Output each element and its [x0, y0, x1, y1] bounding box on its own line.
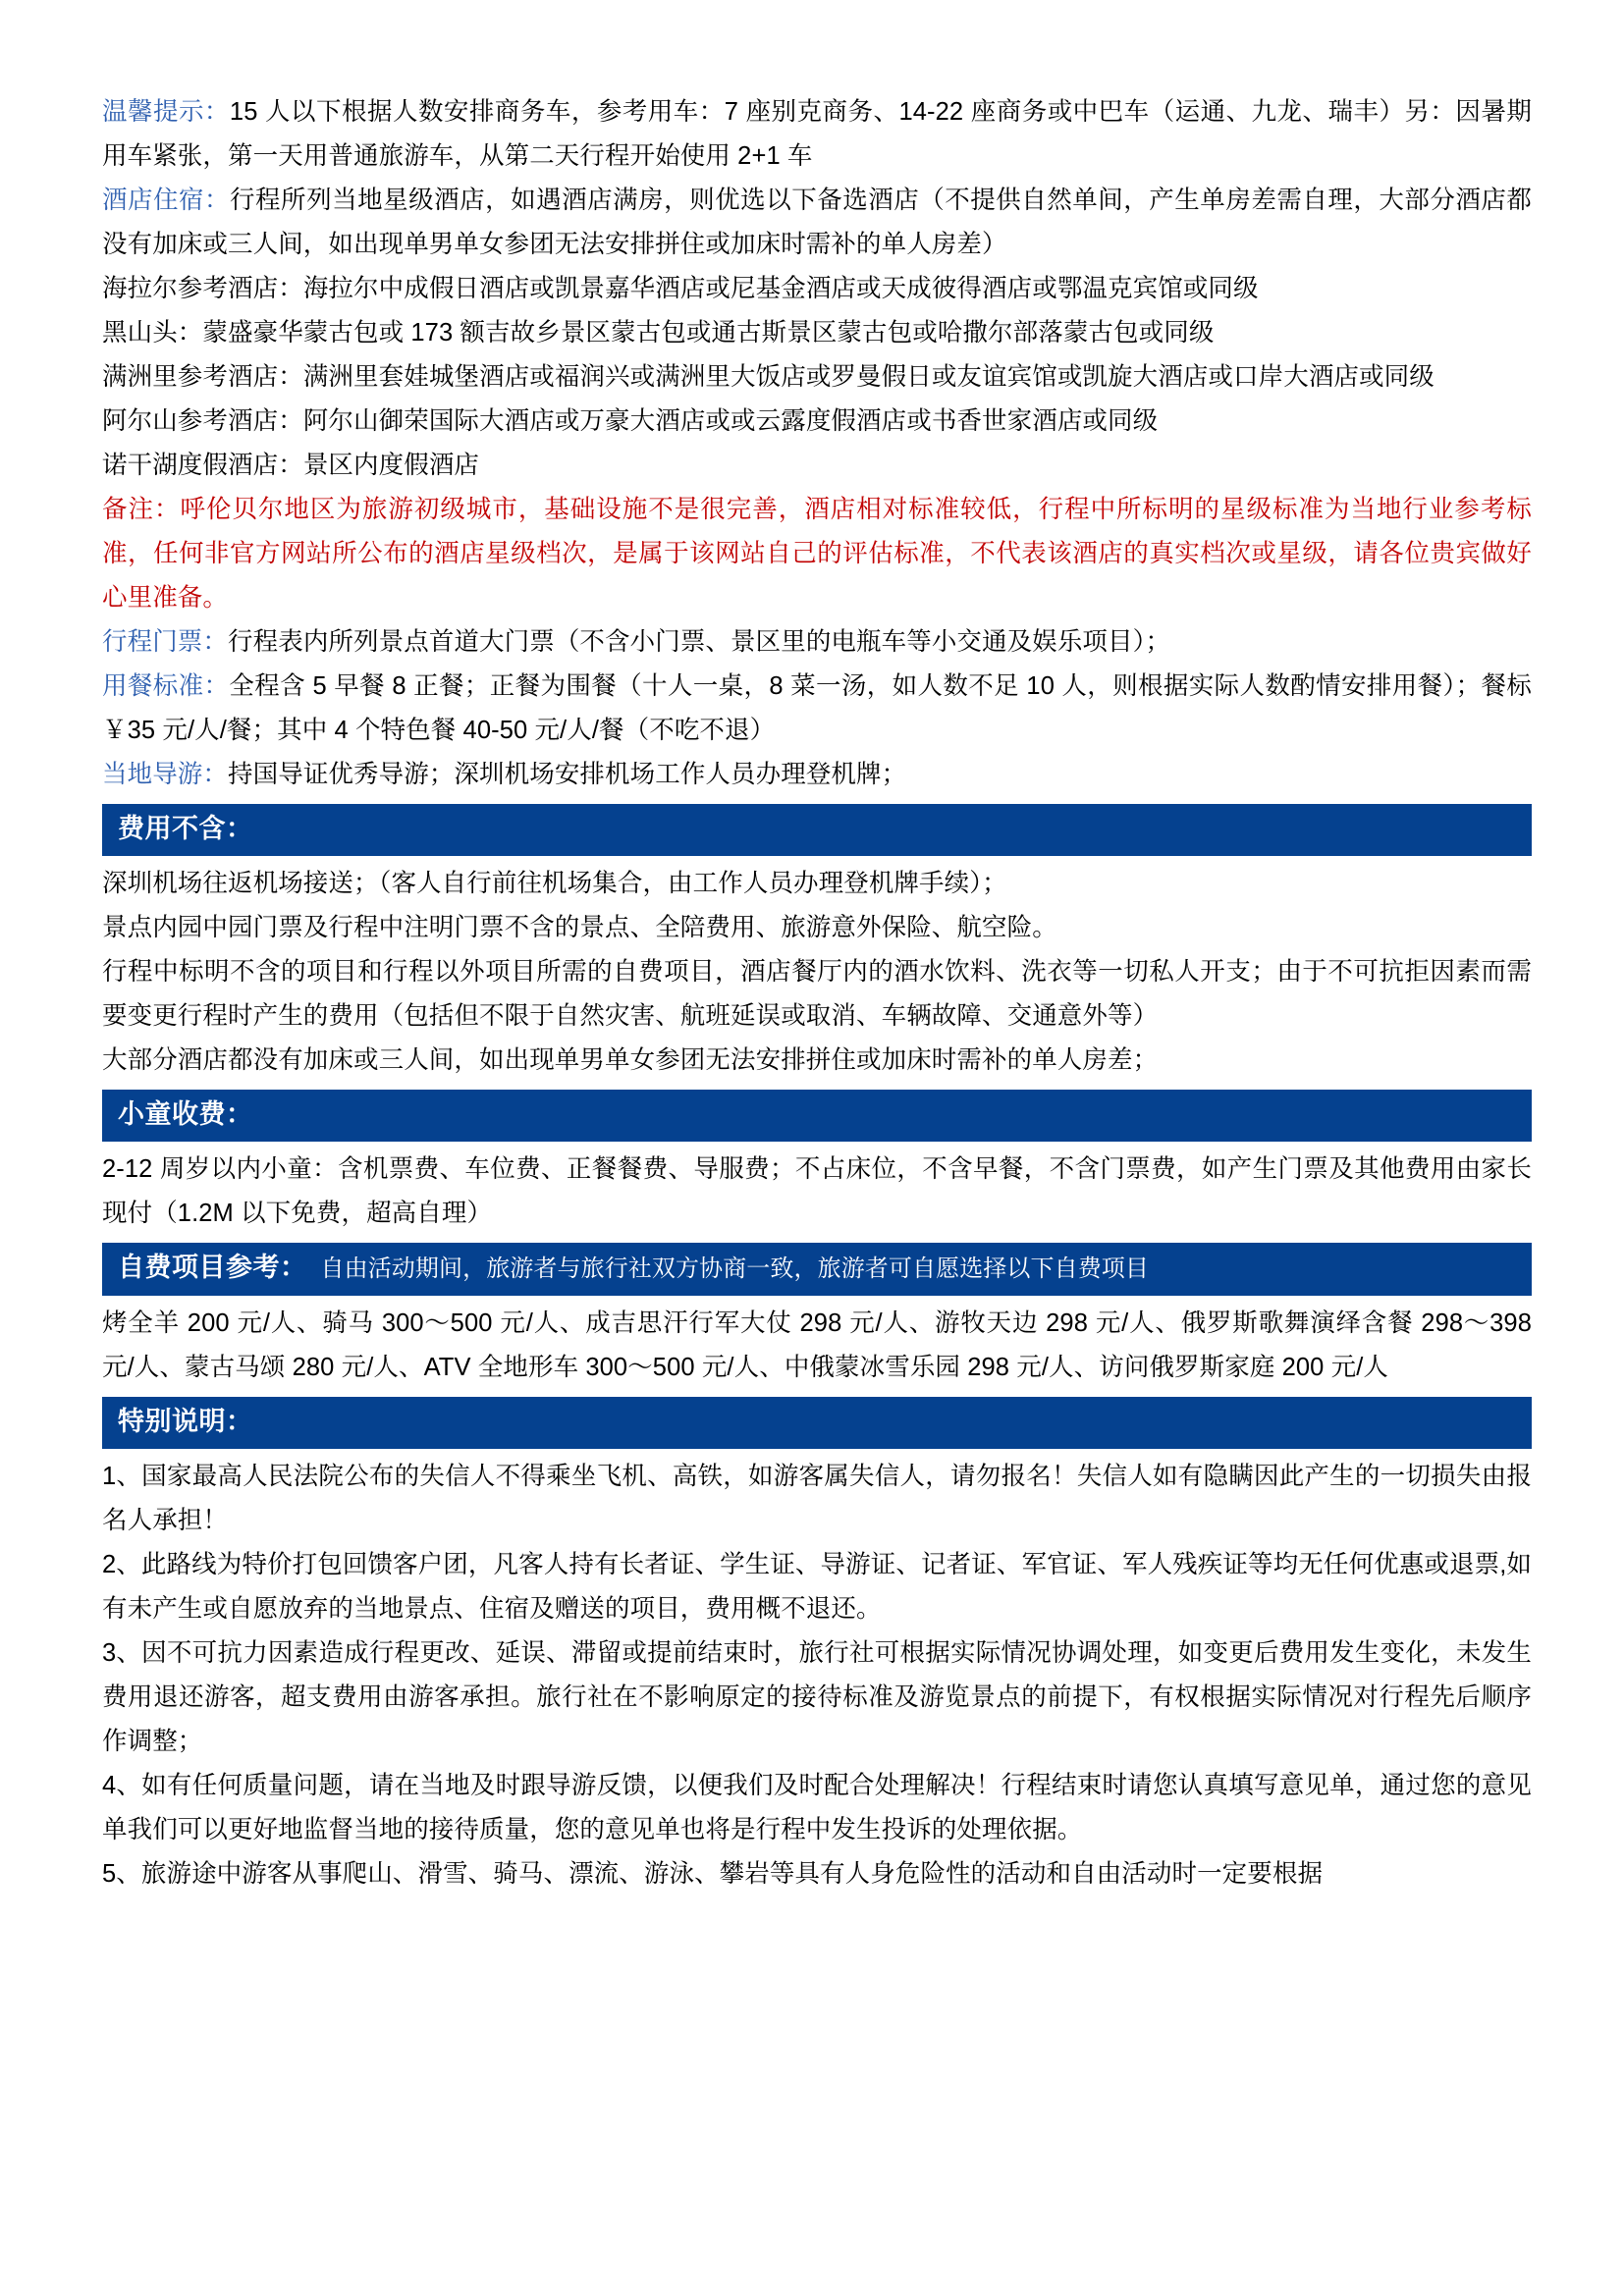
text-tips: 15 人以下根据人数安排商务车，参考用车：7 座别克商务、14-22 座商务或中巴车（运通、九龙、瑞丰）另：因暑期用车紧张，第一天用普通旅游车，从第二天行程开始使用 2+1 车 — [102, 98, 1532, 170]
hotel-value-heishantou: 蒙盛豪华蒙古包或 173 额吉故乡景区蒙古包或通古斯景区蒙古包或哈撒尔部落蒙古包或同级 — [202, 319, 1215, 347]
text-exclusion-4: 大部分酒店都没有加床或三人间，如出现单男单女参团无法安排拼住或加床时需补的单人房差； — [102, 1046, 1159, 1074]
paragraph-special-note-5 — [102, 1852, 1532, 1896]
label-tips: 温馨提示： — [102, 98, 230, 126]
text-exclusion-3: 行程中标明不含的项目和行程以外项目所需的自费项目，酒店餐厅内的酒水饮料、洗衣等一切私人开支；由于不可抗拒因素而需要变更行程时产生的费用（包括但不限于自然灾害、航班延误或取消、车辆故障、交通意外等） — [102, 958, 1532, 1030]
label-hotel: 酒店住宿： — [102, 187, 231, 214]
paragraph-hotel-nuoganhu — [102, 444, 1532, 488]
section-bar-child-fee — [102, 1090, 1532, 1142]
paragraph-hotel-arxan — [102, 400, 1532, 444]
text-meals: 全程含 5 早餐 8 正餐；正餐为围餐（十人一桌，8 菜一汤，如人数不足 10 人，则根据实际人数酌情安排用餐）；餐标￥35 元/人/餐；其中 4 个特色餐 40-50 元/人/餐（不吃不退） — [102, 672, 1532, 744]
paragraph-remark — [102, 488, 1532, 620]
text-special-note-1: 1、国家最高人民法院公布的失信人不得乘坐飞机、高铁，如游客属失信人，请勿报名！失信人如有隐瞒因此产生的一切损失由报名人承担！ — [102, 1463, 1532, 1534]
section-bar-child-fee-title: 小童收费： — [118, 1099, 253, 1129]
text-remark: 呼伦贝尔地区为旅游初级城市，基础设施不是很完善，酒店相对标准较低，行程中所标明的星级标准为当地行业参考标准，任何非官方网站所公布的酒店星级档次，是属于该网站自己的评估标准，不代表该酒店的真实档次或星级，请各位贵宾做好心里准备。 — [102, 496, 1532, 612]
text-guide: 持国导证优秀导游；深圳机场安排机场工作人员办理登机牌； — [228, 761, 907, 788]
text-hotel: 行程所列当地星级酒店，如遇酒店满房，则优选以下备选酒店（不提供自然单间，产生单房差需自理，大部分酒店都没有加床或三人间，如出现单男单女参团无法安排拼住或加床时需补的单人房差） — [102, 187, 1532, 258]
hotel-name-arxan: 阿尔山参考酒店： — [102, 407, 303, 435]
section-bar-optional — [102, 1243, 1532, 1296]
text-exclusion-2: 景点内园中园门票及行程中注明门票不含的景点、全陪费用、旅游意外保险、航空险。 — [102, 914, 1057, 941]
text-special-note-4: 4、如有任何质量问题，请在当地及时跟导游反馈，以便我们及时配合处理解决！行程结束时请您认真填写意见单，通过您的意见单我们可以更好地监督当地的接待质量，您的意见单也将是行程中发生投诉的处理依据。 — [102, 1772, 1532, 1843]
paragraph-guide — [102, 753, 1532, 797]
text-optional-items: 烤全羊 200 元/人、骑马 300～500 元/人、成吉思汗行军大仗 298 元/人、游牧天边 298 元/人、俄罗斯歌舞演绎含餐 298～398 元/人、蒙古马颂 280 元/人、ATV 全地形车 300～500 元/人、中俄蒙冰雪乐园 298 元/人、访问俄罗斯家庭 200 元/人 — [102, 1309, 1532, 1381]
hotel-value-manzhouli: 满洲里套娃城堡酒店或福润兴或满洲里大饭店或罗曼假日或友谊宾馆或凯旋大酒店或口岸大酒店或同级 — [302, 363, 1435, 391]
text-exclusion-1: 深圳机场往返机场接送；（客人自行前往机场集合，由工作人员办理登机牌手续）； — [102, 870, 1007, 897]
hotel-name-heishantou: 黑山头： — [102, 319, 203, 347]
paragraph-exclusion-2 — [102, 906, 1532, 950]
label-guide: 当地导游： — [102, 761, 229, 788]
paragraph-meals — [102, 665, 1532, 753]
hotel-value-hailar: 海拉尔中成假日酒店或凯景嘉华酒店或尼基金酒店或天成彼得酒店或鄂温克宾馆或同级 — [302, 275, 1259, 302]
text-tickets: 行程表内所列景点首道大门票（不含小门票、景区里的电瓶车等小交通及娱乐项目）； — [228, 628, 1171, 656]
text-special-note-2: 2、此路线为特价打包回馈客户团，凡客人持有长者证、学生证、导游证、记者证、军官证、军人残疾证等均无任何优惠或退票,如有未产生或自愿放弃的当地景点、住宿及赠送的项目，费用概不退还。 — [102, 1551, 1532, 1623]
paragraph-exclusion-3 — [102, 950, 1532, 1039]
paragraph-tips — [102, 90, 1532, 179]
paragraph-exclusion-1 — [102, 862, 1532, 906]
label-remark: 备注： — [102, 496, 181, 523]
paragraph-tickets — [102, 620, 1532, 665]
paragraph-special-note-3 — [102, 1631, 1532, 1764]
paragraph-hotel-hailar — [102, 267, 1532, 311]
hotel-name-nuoganhu: 诺干湖度假酒店： — [102, 452, 303, 479]
paragraph-hotel-manzhouli — [102, 355, 1532, 400]
paragraph-child-fee — [102, 1148, 1532, 1236]
section-bar-exclusions-title: 费用不含： — [118, 814, 253, 843]
hotel-value-arxan: 阿尔山御荣国际大酒店或万豪大酒店或或云露度假酒店或书香世家酒店或同级 — [302, 407, 1159, 435]
section-bar-optional-title: 自费项目参考： — [118, 1253, 307, 1282]
text-special-note-3: 3、因不可抗力因素造成行程更改、延误、滞留或提前结束时，旅行社可根据实际情况协调处理，如变更后费用发生变化，未发生费用退还游客，超支费用由游客承担。旅行社在不影响原定的接待标准及游览景点的前提下，有权根据实际情况对行程先后顺序作调整； — [102, 1639, 1532, 1755]
text-special-note-5: 5、旅游途中游客从事爬山、滑雪、骑马、漂流、游泳、攀岩等具有人身危险性的活动和自由活动时一定要根据 — [102, 1860, 1324, 1888]
section-bar-special-notes-title: 特别说明： — [118, 1407, 253, 1436]
paragraph-hotel-heishantou — [102, 311, 1532, 355]
label-tickets: 行程门票： — [102, 628, 229, 656]
hotel-name-hailar: 海拉尔参考酒店： — [102, 275, 303, 302]
text-child-fee: 2-12 周岁以内小童：含机票费、车位费、正餐餐费、导服费；不占床位，不含早餐，不含门票费，如产生门票及其他费用由家长现付（1.2M 以下免费，超高自理） — [102, 1155, 1532, 1227]
paragraph-hotel — [102, 179, 1532, 267]
paragraph-special-note-2 — [102, 1543, 1532, 1631]
paragraph-special-note-4 — [102, 1764, 1532, 1852]
section-bar-optional-subtitle: 自由活动期间，旅游者与旅行社双方协商一致，旅游者可自愿选择以下自费项目 — [320, 1255, 1149, 1282]
label-meals: 用餐标准： — [102, 672, 230, 700]
section-bar-exclusions — [102, 804, 1532, 856]
section-bar-special-notes — [102, 1397, 1532, 1449]
hotel-value-nuoganhu: 景区内度假酒店 — [302, 452, 480, 479]
hotel-name-manzhouli: 满洲里参考酒店： — [102, 363, 303, 391]
document-body — [102, 90, 1532, 1896]
paragraph-optional-items — [102, 1302, 1532, 1390]
paragraph-exclusion-4 — [102, 1039, 1532, 1083]
paragraph-special-note-1 — [102, 1455, 1532, 1543]
